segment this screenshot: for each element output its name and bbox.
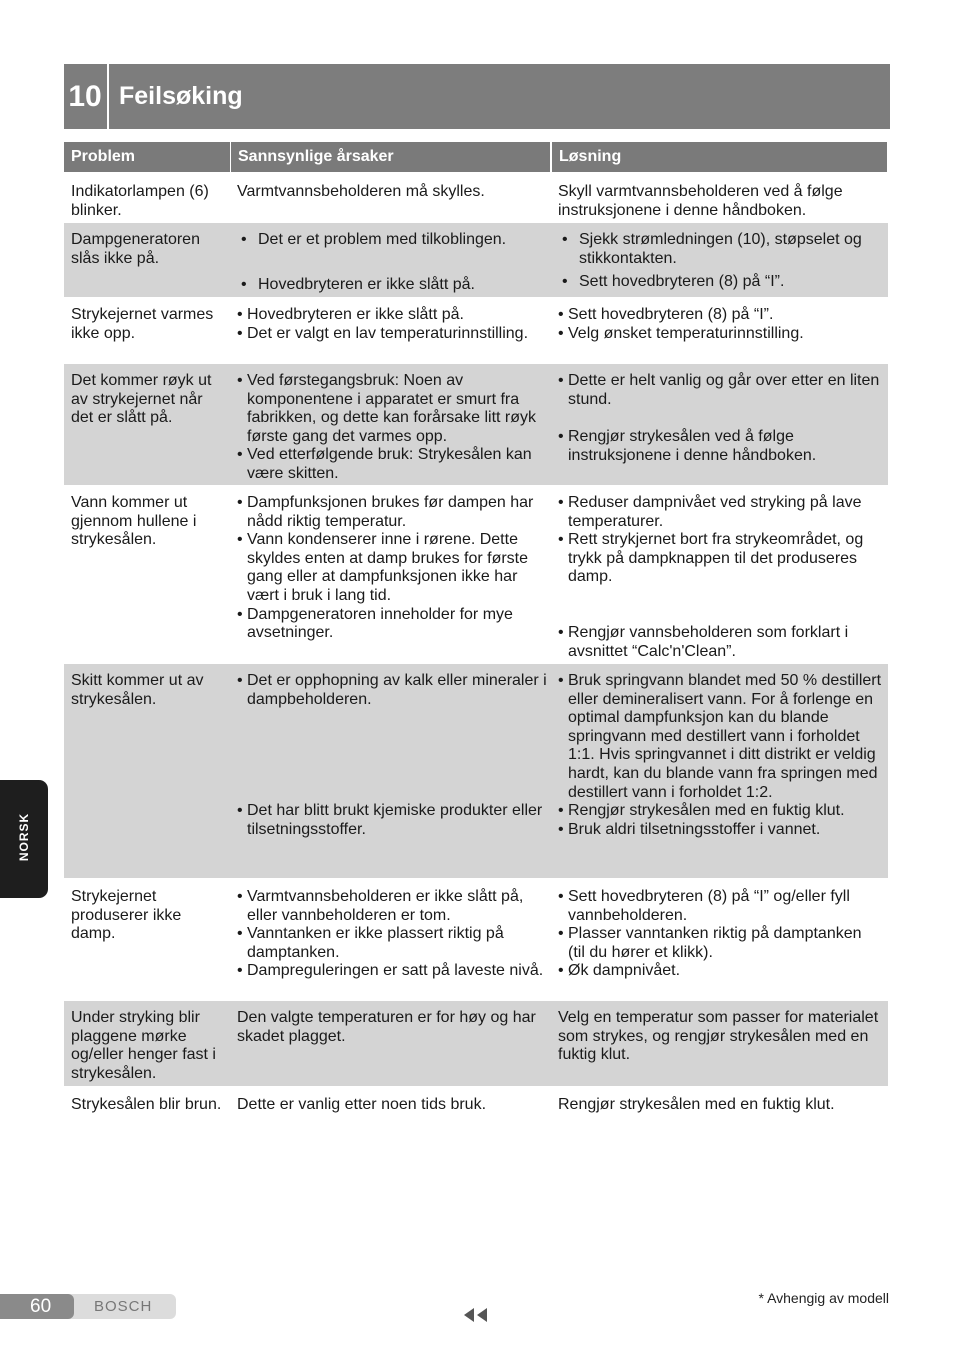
bullet: • — [558, 306, 564, 323]
table-row — [64, 298, 888, 362]
language-tab-label: NORSK — [17, 812, 31, 862]
solution-item: • Rengjør vannsbeholderen som forklart i avsnittet “Calc'n'Clean”. — [558, 623, 849, 660]
cause-cell — [237, 672, 549, 839]
cause-item: • Hovedbryteren er ikke slått på. — [237, 306, 464, 323]
cause-item: • Det er valgt en lav temperaturinnstilling. — [237, 324, 529, 342]
problem-cell: Skitt kommer ut av strykesålen. — [71, 672, 204, 708]
table-row — [64, 664, 888, 878]
bullet: • — [558, 802, 564, 820]
cause-cell — [237, 494, 549, 643]
bullet: • — [237, 372, 243, 389]
solution-item: • Sett hovedbryteren (8) på “I” og/eller fyll vannbeholderen. — [558, 888, 850, 924]
column-header-solution: Løsning — [552, 142, 887, 172]
solution-item: • Sjekk strømledningen (10), støpselet og stikkontakten. — [562, 231, 862, 267]
footnote: * Avhengig av modell — [758, 1290, 889, 1306]
solution-cell — [558, 372, 882, 465]
cause-item: • Ved førstegangsbruk: Noen av komponentene i apparatet er smurt fra fabrikken, og dette kan forårsake litt røyk første gang det varmes opp. — [237, 372, 537, 445]
bullet: • — [241, 275, 247, 293]
table-row — [64, 486, 888, 662]
solution-cell: Velg en temperatur som passer for materialet som strykes, og rengjør strykesålen med en fuktig klut. — [558, 1009, 879, 1064]
solution-cell: Rengjør strykesålen med en fuktig klut. — [558, 1096, 835, 1113]
bullet: • — [237, 306, 243, 323]
cause-item: • Dampfunksjonen brukes før dampen har nådd riktig temperatur. — [237, 494, 534, 530]
bullet: • — [237, 531, 243, 549]
solution-item: • Øk dampnivået. — [558, 962, 681, 980]
solution-item: • Velg ønsket temperaturinnstilling. — [558, 324, 804, 342]
solution-item: • Dette er helt vanlig og går over etter en liten stund. — [558, 372, 880, 408]
bullet: • — [558, 962, 564, 980]
cause-item: • Varmtvannsbeholderen er ikke slått på, eller vannbeholderen er tom. — [237, 888, 524, 924]
problem-cell: Strykejernet varmes ikke opp. — [71, 306, 214, 342]
cause-item: • Dampgeneratoren inneholder for mye avsetninger. — [237, 605, 513, 642]
bullet: • — [237, 802, 243, 820]
solution-cell: Skyll varmtvannsbeholderen ved å følge instruksjonene i denne håndboken. — [558, 183, 843, 219]
solution-cell — [558, 494, 882, 661]
bullet: • — [237, 324, 243, 342]
problem-cell: Indikatorlampen (6) blinker. — [71, 183, 209, 219]
bullet: • — [558, 324, 564, 342]
solution-item: • Bruk aldri tilsetningsstoffer i vannet. — [558, 820, 821, 838]
header-divider — [107, 64, 109, 129]
solution-cell — [558, 231, 882, 292]
bullet: • — [237, 888, 243, 905]
problem-cell: Det kommer røyk ut av strykejernet når det er slått på. — [71, 372, 212, 427]
bullet: • — [241, 231, 247, 248]
problem-cell: Strykejernet produserer ikke damp. — [71, 888, 182, 943]
cause-item: • Ved etterfølgende bruk: Strykesålen kan være skitten. — [237, 446, 532, 482]
page-number: 60 — [30, 1296, 52, 1317]
solution-item: • Rengjør strykesålen med en fuktig klut. — [558, 802, 845, 820]
table-row — [64, 175, 888, 222]
bullet: • — [237, 605, 243, 623]
problem-cell: Vann kommer ut gjennom hullene i strykesålen. — [71, 494, 197, 549]
double-left-arrow-icon[interactable] — [463, 1308, 489, 1327]
bullet: • — [558, 820, 564, 838]
bullet: • — [558, 623, 564, 641]
chapter-header — [64, 64, 890, 129]
solution-item: • Rett strykjernet bort fra strykeområdet, og trykk på dampknappen til det produseres damp. — [558, 531, 864, 586]
bullet: • — [558, 888, 564, 905]
cause-cell: Dette er vanlig etter noen tids bruk. — [237, 1096, 487, 1113]
problem-cell: Dampgeneratoren slås ikke på. — [71, 231, 200, 267]
column-header-problem: Problem — [64, 142, 230, 172]
table-row — [64, 223, 888, 297]
chapter-title: Feilsøking — [119, 82, 243, 110]
bullet: • — [237, 672, 243, 689]
table-row — [64, 1088, 888, 1136]
solution-cell — [558, 306, 882, 343]
solution-cell — [558, 672, 882, 839]
solution-item: • Bruk springvann blandet med 50 % destillert eller demineralisert vann. For å forlenge en optimal dampfunksjon kan du blande springvann med destillert vann i forholdet 1:1. Hvis springvannet i ditt distrikt er veldig hardt, kan du blande vann fra springen med destillert vann i forholdet 1:2. — [558, 672, 882, 801]
table-row — [64, 880, 888, 999]
bullet: • — [558, 428, 564, 446]
solution-item: • Plasser vanntanken riktig på damptanken (til du hører et klikk). — [558, 925, 862, 961]
bullet: • — [562, 273, 568, 291]
problem-cell: Strykesålen blir brun. — [71, 1096, 222, 1113]
solution-cell — [558, 888, 882, 981]
cause-item: • Dampreguleringen er satt på laveste nivå. — [237, 962, 544, 980]
cause-cell: Varmtvannsbeholderen må skylles. — [237, 183, 485, 200]
bullet: • — [562, 231, 568, 248]
bullet: • — [558, 531, 564, 549]
bullet: • — [237, 925, 243, 943]
bullet: • — [237, 962, 243, 980]
cause-item: • Det er opphopning av kalk eller mineraler i dampbeholderen. — [237, 672, 547, 708]
cause-item: • Vann kondenserer inne i rørene. Dette skyldes enten at damp brukes for første gang eller at dampfunksjonen ikke har vært i bruk i lang tid. — [237, 531, 529, 604]
language-tab — [0, 780, 48, 898]
chapter-number: 10 — [68, 80, 102, 113]
solution-item: • Reduser dampnivået ved stryking på lave temperaturer. — [558, 494, 862, 530]
cause-item: • Hovedbryteren er ikke slått på. — [241, 275, 475, 293]
solution-item: • Rengjør strykesålen ved å følge instruksjonene i denne håndboken. — [558, 428, 817, 464]
table-row — [64, 1001, 888, 1086]
bullet: • — [558, 372, 564, 389]
column-header-causes: Sannsynlige årsaker — [231, 142, 550, 172]
problem-cell: Under stryking blir plaggene mørke og/eller henger fast i strykesålen. — [71, 1009, 216, 1082]
bullet: • — [558, 672, 564, 689]
brand-name: BOSCH — [94, 1298, 153, 1315]
bullet: • — [558, 925, 564, 943]
cause-item: • Det har blitt brukt kjemiske produkter eller tilsetningsstoffer. — [237, 802, 543, 838]
cause-item: • Vanntanken er ikke plassert riktig på damptanken. — [237, 925, 504, 961]
cause-item: • Det er et problem med tilkoblingen. — [241, 231, 507, 248]
cause-cell — [237, 306, 549, 343]
bullet: • — [237, 494, 243, 511]
cause-cell: Den valgte temperaturen er for høy og har skadet plagget. — [237, 1009, 536, 1045]
solution-item: • Sett hovedbryteren (8) på “I”. — [558, 306, 774, 323]
cause-cell — [237, 231, 549, 294]
bullet: • — [237, 446, 243, 464]
cause-cell — [237, 372, 549, 484]
table-row — [64, 364, 888, 485]
cause-cell — [237, 888, 549, 981]
solution-item: • Sett hovedbryteren (8) på “I”. — [562, 273, 785, 291]
bullet: • — [558, 494, 564, 511]
